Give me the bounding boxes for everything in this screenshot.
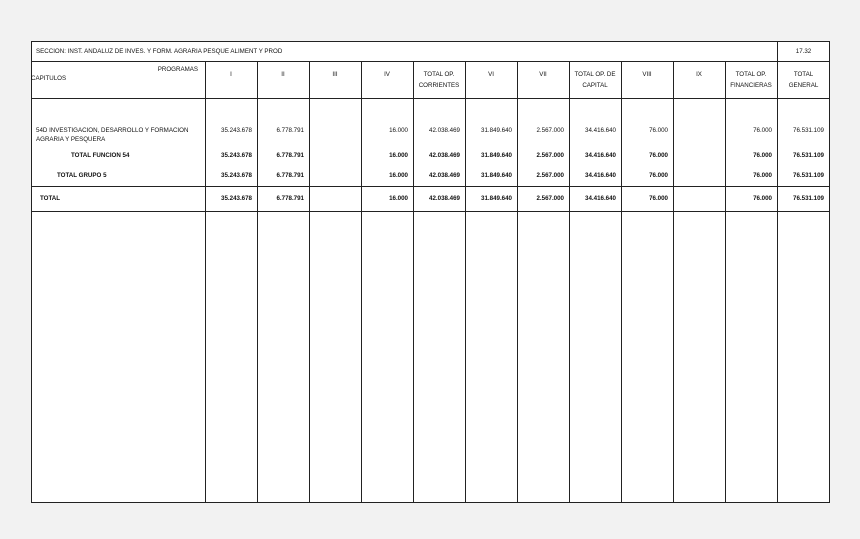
cell-iv: 16.000 [389,172,408,179]
header-col-ii: II [281,71,285,78]
cell-i: 35.243.678 [221,172,252,179]
cell-vii: 2.567.000 [536,152,564,159]
cell-total-op-corrientes: 42.038.469 [429,152,460,159]
cell-ii: 6.778.791 [276,195,304,202]
cell-total-op-corrientes: 42.038.469 [429,127,460,134]
cell-vii: 2.567.000 [536,127,564,134]
section-title: SECCION: INST. ANDALUZ DE INVES. Y FORM. AGRARIA PESQUE ALIMENT Y PROD [36,48,283,55]
cell-total-op-capital: 34.416.640 [585,195,616,202]
row-label-continued: AGRARIA Y PESQUERA [36,136,106,143]
header-capitulos: CAPITULOS [31,75,67,82]
rule-under-seccion [31,61,830,62]
cell-vii: 2.567.000 [536,172,564,179]
col-divider [673,61,674,502]
cell-i: 35.243.678 [221,152,252,159]
cell-vi: 31.849.640 [481,127,512,134]
header-total-op-capital: TOTAL OP. DE [574,71,616,78]
header-col-iv: IV [384,71,390,78]
cell-vii: 2.567.000 [536,195,564,202]
header-total-general: TOTAL [793,71,814,78]
cell-viii: 76.000 [649,195,668,202]
header-col-i: I [230,71,232,78]
cell-total-op-financieras: 76.000 [753,127,772,134]
cell-i: 35.243.678 [221,195,252,202]
rule-bottom [31,502,830,503]
cell-total-op-corrientes: 42.038.469 [429,172,460,179]
cell-vi: 31.849.640 [481,195,512,202]
header-total-op-capital-2: CAPITAL [582,82,608,89]
row-label: TOTAL FUNCION 54 [71,152,130,159]
cell-vi: 31.849.640 [481,152,512,159]
cell-total-general: 76.531.109 [793,195,824,202]
cell-total-op-financieras: 76.000 [753,195,772,202]
header-total-op-financieras-2: FINANCIERAS [730,82,772,89]
cell-total-op-capital: 34.416.640 [585,152,616,159]
rule-right [829,41,830,503]
col-divider [309,61,310,502]
cell-viii: 76.000 [649,172,668,179]
rule-under-header [31,98,830,99]
row-label: TOTAL GRUPO 5 [57,172,107,179]
header-total-general-2: GENERAL [788,82,819,89]
header-col-vii: VII [539,71,547,78]
cell-total-op-financieras: 76.000 [753,172,772,179]
cell-ii: 6.778.791 [276,172,304,179]
row-label: TOTAL [40,195,61,202]
cell-ii: 6.778.791 [276,152,304,159]
cell-total-general: 76.531.109 [793,152,824,159]
header-col-vi: VI [488,71,494,78]
cell-total-op-capital: 34.416.640 [585,127,616,134]
cell-viii: 76.000 [649,152,668,159]
header-programas: PROGRAMAS [157,66,198,73]
cell-iv: 16.000 [389,152,408,159]
header-total-op-corrientes: TOTAL OP. [423,71,455,78]
header-total-op-corrientes-2: CORRIENTES [418,82,460,89]
cell-i: 35.243.678 [221,127,252,134]
cell-vi: 31.849.640 [481,172,512,179]
row-label: 54D INVESTIGACION, DESARROLLO Y FORMACION [36,127,189,134]
header-col-iii: III [332,71,338,78]
cell-total-op-corrientes: 42.038.469 [429,195,460,202]
header-col-viii: VIII [642,71,652,78]
rule-below-total [31,211,830,212]
cell-total-general: 76.531.109 [793,127,824,134]
header-total-op-financieras: TOTAL OP. [735,71,767,78]
sheet-background [31,41,830,503]
page-code: 17.32 [795,48,812,55]
cell-total-general: 76.531.109 [793,172,824,179]
cell-total-op-financieras: 76.000 [753,152,772,159]
cell-viii: 76.000 [649,127,668,134]
cell-ii: 6.778.791 [276,127,304,134]
cell-total-op-capital: 34.416.640 [585,172,616,179]
cell-iv: 16.000 [389,195,408,202]
rule-above-total [31,186,830,187]
header-col-ix: IX [696,71,702,78]
cell-iv: 16.000 [389,127,408,134]
rule-top [31,41,830,42]
rule-left [31,41,32,503]
